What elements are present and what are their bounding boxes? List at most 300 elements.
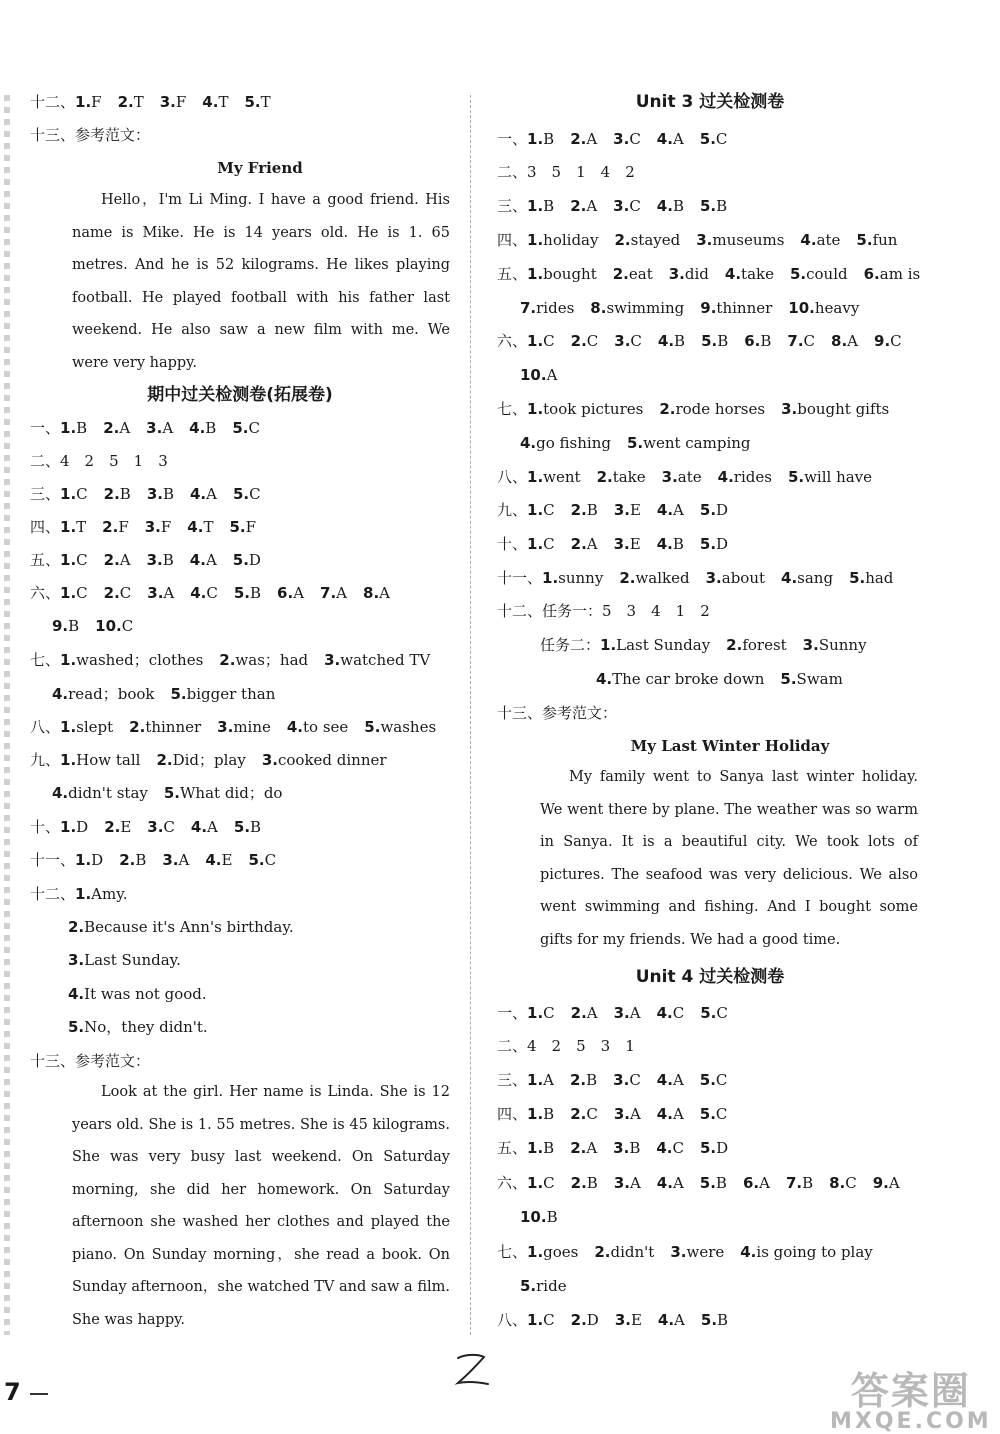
item-number: 3. [781,400,798,418]
item-answer: T [133,93,144,111]
item-answer: A [546,366,558,384]
answer-item [803,636,867,654]
answer-item [164,784,283,802]
item-answer: B [162,551,174,569]
answer-item [700,299,772,317]
answer-row-7-cont [520,1276,583,1296]
answer-item [527,1311,555,1329]
answer-items [520,366,573,384]
answer-item [700,501,728,519]
answer-item [614,332,642,350]
essay-text: Hello，I'm Li Ming. I have a good friend. His name is Mike. He is 14 years old. He is 1. 65 metres. And he is 52 kilograms. He likes playing football. He played football with his father last weekend. He also saw a new film with me. We were very happy. [72,192,450,371]
answer-item [118,93,144,111]
answer-items [520,1277,583,1295]
item-answer: rides [733,468,772,486]
answer-row-4 [30,517,272,537]
item-answer: C [716,1004,728,1022]
essay-heading-label: 十三、参考范文： [30,1052,151,1070]
item-answer: took pictures [543,400,644,418]
item-answer: A [162,419,174,437]
answer-item [600,636,710,654]
answer-item [191,818,218,836]
item-answer: C [715,1105,728,1123]
answer-item [520,299,574,317]
answer-item [527,1243,578,1261]
item-number: 10. [520,366,547,384]
answer-item [262,751,387,769]
item-answer: C [543,1004,555,1022]
answer-item [287,718,348,736]
item-number: 2. [156,751,173,769]
item-number: 1. [60,651,77,669]
item-answer: B [250,818,262,836]
answer-row-3 [497,196,743,216]
item-number: 1. [527,1071,544,1089]
item-answer: take [741,265,774,283]
item-answer: watched TV [340,651,431,669]
item-number: 2. [726,636,743,654]
answer-item [657,1174,684,1192]
answer-item [700,130,728,148]
answer-item [570,197,597,215]
item-number: 2. [596,468,613,486]
answer-item [613,130,641,148]
item-number: 5. [699,535,717,553]
item-answer: B [543,1139,555,1157]
item-number: 1. [75,885,92,903]
answer-items [60,718,452,736]
item-number: 6. [742,1174,760,1192]
item-answer: A [672,130,684,148]
item-number: 2. [102,518,119,536]
answer-item [786,1174,813,1192]
item-answer: stayed [630,231,681,249]
answer-items [527,130,743,148]
answer-item [788,468,872,486]
item-answer: D [248,551,261,569]
answer-item [527,197,554,215]
answer-item [104,551,131,569]
answer-row-7 [30,650,446,670]
item-answer: A [119,419,131,437]
item-number: 2. [570,501,587,519]
answer-item [662,468,702,486]
answer-item [594,1243,654,1261]
answer-item [542,569,603,587]
answer-item [613,197,641,215]
item-answer: A [336,584,348,602]
task-two-cont [596,669,859,689]
item-number: 3. [146,551,163,569]
item-number: 1. [60,485,77,503]
answer-row-1 [30,418,276,438]
item-answer: holiday [543,231,599,249]
answer-row-6-cont [520,365,573,385]
answer-item [614,231,680,249]
question-label: 一、 [30,419,61,437]
item-answer: sunny [558,569,604,587]
answer-item [743,1174,770,1192]
answer-item [570,1105,598,1123]
item-number: 4. [656,197,673,215]
item-answer: bigger than [186,685,276,703]
answer-item [614,501,641,519]
answer-row-11 [497,568,909,588]
item-answer: C [119,584,132,602]
item-answer: thinner [145,718,202,736]
item-number: 1. [75,851,92,869]
item-number: 8. [829,1174,846,1192]
item-number: 5. [248,851,265,869]
item-number: 1. [527,468,544,486]
item-answer: went [543,468,581,486]
item-number: 5. [699,1139,717,1157]
item-number: 5. [626,434,644,452]
answer-item [320,584,347,602]
item-answer: A [178,851,190,869]
answer-item [68,951,197,969]
answer-item [726,636,787,654]
answer-item [596,670,764,688]
item-answer: A [673,501,684,519]
answer-row-9 [497,500,744,520]
item-answer: B [250,584,262,602]
answer-item [700,535,728,553]
item-number: 3. [68,951,85,969]
item-number: 1. [527,400,544,418]
question-label: 五、 [497,1139,528,1157]
item-number: 3. [147,818,164,836]
question-label: 四、 [497,1105,528,1123]
question-label: 六、 [30,584,61,602]
answer-row-6 [497,1173,916,1193]
item-answer: take [612,468,646,486]
answer-item [232,419,260,437]
item-answer: C [672,1139,684,1157]
item-number: 2. [612,265,629,283]
answer-items [596,670,859,688]
question-label: 九、 [30,751,61,769]
answer-item [570,1139,597,1157]
answer-row-3 [497,1070,743,1090]
item-answer: A [759,1174,770,1192]
answer-row-5 [30,550,277,570]
answer-items [60,751,403,769]
item-answer: Swam [796,670,843,688]
answer-item [189,419,216,437]
item-answer: A [163,584,175,602]
answer-item [700,1105,728,1123]
answer-item [527,468,581,486]
essay-heading-label: 十三、参考范文： [30,126,151,144]
answer-items [60,818,277,836]
item-answer: F [160,518,172,536]
essay-text: Look at the girl. Her name is Linda. She is 12 years old. She is 1. 55 metres. She is 45 kilograms. She was very busy last weekend. On Saturday morning, she did her homework. On Saturday afternoon she washed her clothes and played the piano. On Sunday morning，she read a book. On Sunday afternoon，she watched TV and saw a film. She was happy. [72,1084,450,1328]
answer-item [145,518,172,536]
item-number: 5. [849,569,866,587]
answer-item [75,93,102,111]
item-answer: C [672,1004,685,1022]
answer-row-11 [30,850,292,870]
answer-item [75,885,143,903]
answer-item [363,584,390,602]
answer-item [669,265,709,283]
item-number: 9. [874,332,891,350]
answer-items [52,617,149,635]
item-answer: B [672,197,684,215]
item-answer: A [629,1174,641,1192]
answer-item [614,1105,641,1123]
item-answer: rides [536,299,575,317]
answer-items [52,784,298,802]
item-answer: A [206,485,217,503]
answer-item [527,332,555,350]
item-answer: B [802,1174,814,1192]
answer-row-8 [497,1310,744,1330]
item-number: 4. [189,485,207,503]
item-answer: A [379,584,390,602]
answer-item [658,1311,685,1329]
item-answer: fun [872,231,898,249]
item-answer: went camping [643,434,751,452]
answer-items [527,332,918,350]
item-number: 4. [800,231,817,249]
item-number: 1. [60,818,77,836]
item-answer: A [672,1174,684,1192]
answer-row-4 [497,1104,743,1124]
answer-items [60,485,277,503]
item-number: 5. [700,1311,718,1329]
item-number: 5. [699,197,717,215]
answer-item [614,535,641,553]
answer-item [233,551,261,569]
item-number: 4. [656,1004,673,1022]
item-number: 1. [527,332,544,350]
answer-item [68,918,294,936]
answer-item [718,468,772,486]
item-answer: was；had [235,651,309,669]
question-label: 八、 [497,468,528,486]
answer-item [520,1277,567,1295]
question-label: 三、 [497,197,528,215]
answer-items [527,1174,916,1192]
item-answer: B [674,332,686,350]
item-answer: rode horses [675,400,766,418]
answer-row-12b-5 [68,1017,224,1037]
item-answer: cooked dinner [277,751,387,769]
item-number: 3. [144,518,161,536]
answer-row-10 [30,817,277,837]
answer-row-7 [497,1242,889,1262]
answer-item [657,130,684,148]
answer-row-6 [30,583,406,603]
answer-item [68,1018,224,1036]
item-number: 3. [668,265,685,283]
question-label: 六、 [497,332,528,350]
item-answer: C [845,1174,857,1192]
answer-items [527,501,744,519]
question-label: 二、 [30,452,61,470]
essay-title: My Last Winter Holiday [630,737,830,755]
item-answer: forest [742,636,787,654]
item-answer: Sunny [818,636,867,654]
item-number: 3. [146,419,163,437]
item-answer: D [76,818,89,836]
answer-items [527,468,888,486]
answer-row-12b-2 [68,917,310,937]
item-answer: B [715,1174,727,1192]
item-answer: ate [816,231,841,249]
item-answer: Did；play [172,751,246,769]
question-label: 七、 [30,651,61,669]
item-number: 3. [705,569,722,587]
answer-row-2 [30,451,168,471]
item-number: 4. [205,851,222,869]
question-label: 一、 [497,1004,528,1022]
item-answer: didn't stay [68,784,148,802]
answer-row-7 [497,399,905,419]
item-number: 2. [219,651,236,669]
item-answer: How tall [76,751,141,769]
item-number: 4. [657,1311,675,1329]
item-answer: C [629,197,641,215]
answer-item [60,584,88,602]
answer-item [156,751,245,769]
item-answer: C [803,332,816,350]
answer-item [147,485,174,503]
answer-item [102,518,129,536]
answer-sequence: 3 5 1 4 2 [527,163,635,181]
item-number: 5. [789,265,807,283]
answer-row-12 [497,601,710,621]
item-number: 6. [277,584,294,602]
answer-item [658,332,685,350]
answer-item [60,651,203,669]
item-number: 2. [570,1311,587,1329]
item-number: 4. [190,584,207,602]
answer-item [527,1071,554,1089]
item-answer: A [672,1105,684,1123]
item-number: 2. [570,130,587,148]
question-label: 七、 [497,1243,528,1261]
item-answer: T [76,518,87,536]
item-number: 9. [700,299,717,317]
item-answer: Because it's Ann's birthday. [84,918,294,936]
item-answer: will have [804,468,873,486]
answer-items [600,636,883,654]
item-number: 4. [187,518,204,536]
item-number: 2. [614,231,631,249]
answer-item [95,617,133,635]
item-answer: E [221,851,233,869]
item-answer: didn't [610,1243,655,1261]
answer-item [527,130,554,148]
question-label: 六、 [497,1174,528,1192]
item-number: 8. [363,584,380,602]
item-number: 2. [570,197,587,215]
item-answer: D [716,1139,729,1157]
item-answer: E [629,501,641,519]
answer-row-5-cont [520,298,875,318]
item-answer: C [248,419,260,437]
answer-item [657,535,684,553]
answer-item [831,332,858,350]
question-label: 十一、 [30,851,76,869]
question-label: 十二、 [30,93,76,111]
answer-row-12b [30,884,143,904]
answer-item [614,1004,641,1022]
question-label: 五、 [497,265,528,283]
answer-row-5 [497,264,936,284]
item-answer: No，they didn't. [84,1018,208,1036]
item-number: 5. [787,468,805,486]
answer-item [60,551,88,569]
item-number: 4. [656,130,673,148]
item-answer: C [586,332,599,350]
item-number: 3. [613,1071,630,1089]
item-answer: C [249,485,261,503]
item-number: 8. [831,332,848,350]
answer-item [657,1105,684,1123]
answer-item [790,265,848,283]
item-answer: slept [76,718,114,736]
answer-item [75,851,103,869]
answer-item [657,1004,685,1022]
item-number: 5. [699,1105,716,1123]
item-number: 3. [696,231,713,249]
answer-item [68,1018,208,1036]
answer-item [219,651,308,669]
item-number: 4. [520,434,537,452]
answer-item [874,332,902,350]
item-answer: T [203,518,214,536]
item-answer: Amy. [91,885,128,903]
item-number: 10. [95,617,122,635]
item-number: 5. [699,1174,716,1192]
item-answer: D [91,851,104,869]
item-number: 1. [527,1311,544,1329]
answer-item [656,1139,684,1157]
item-number: 7. [320,584,337,602]
item-answer: C [629,130,641,148]
watermark-logo [830,1360,992,1434]
item-number: 8. [590,299,607,317]
item-answer: D [716,501,729,519]
item-answer: could [806,265,848,283]
answer-row-1 [497,129,743,149]
item-answer: swimming [606,299,685,317]
item-number: 4. [717,468,734,486]
answer-row-7-cont [520,433,767,453]
question-label: 十一、 [497,569,543,587]
answer-item [571,1004,598,1022]
essay-title: My Friend [217,159,303,177]
item-number: 5. [68,1018,85,1036]
answer-item [700,1004,728,1022]
item-number: 3. [613,1174,630,1192]
task-two-label: 任务二： [540,636,601,654]
answer-item [571,332,599,350]
answer-row-7-cont [52,684,291,704]
item-number: 1. [527,1243,544,1261]
answer-item [788,299,859,317]
answer-item [740,1243,873,1261]
item-answer: B [543,1105,555,1123]
item-answer: B [586,1174,598,1192]
item-answer: C [76,485,88,503]
item-answer: B [162,485,174,503]
answer-items [60,419,276,437]
